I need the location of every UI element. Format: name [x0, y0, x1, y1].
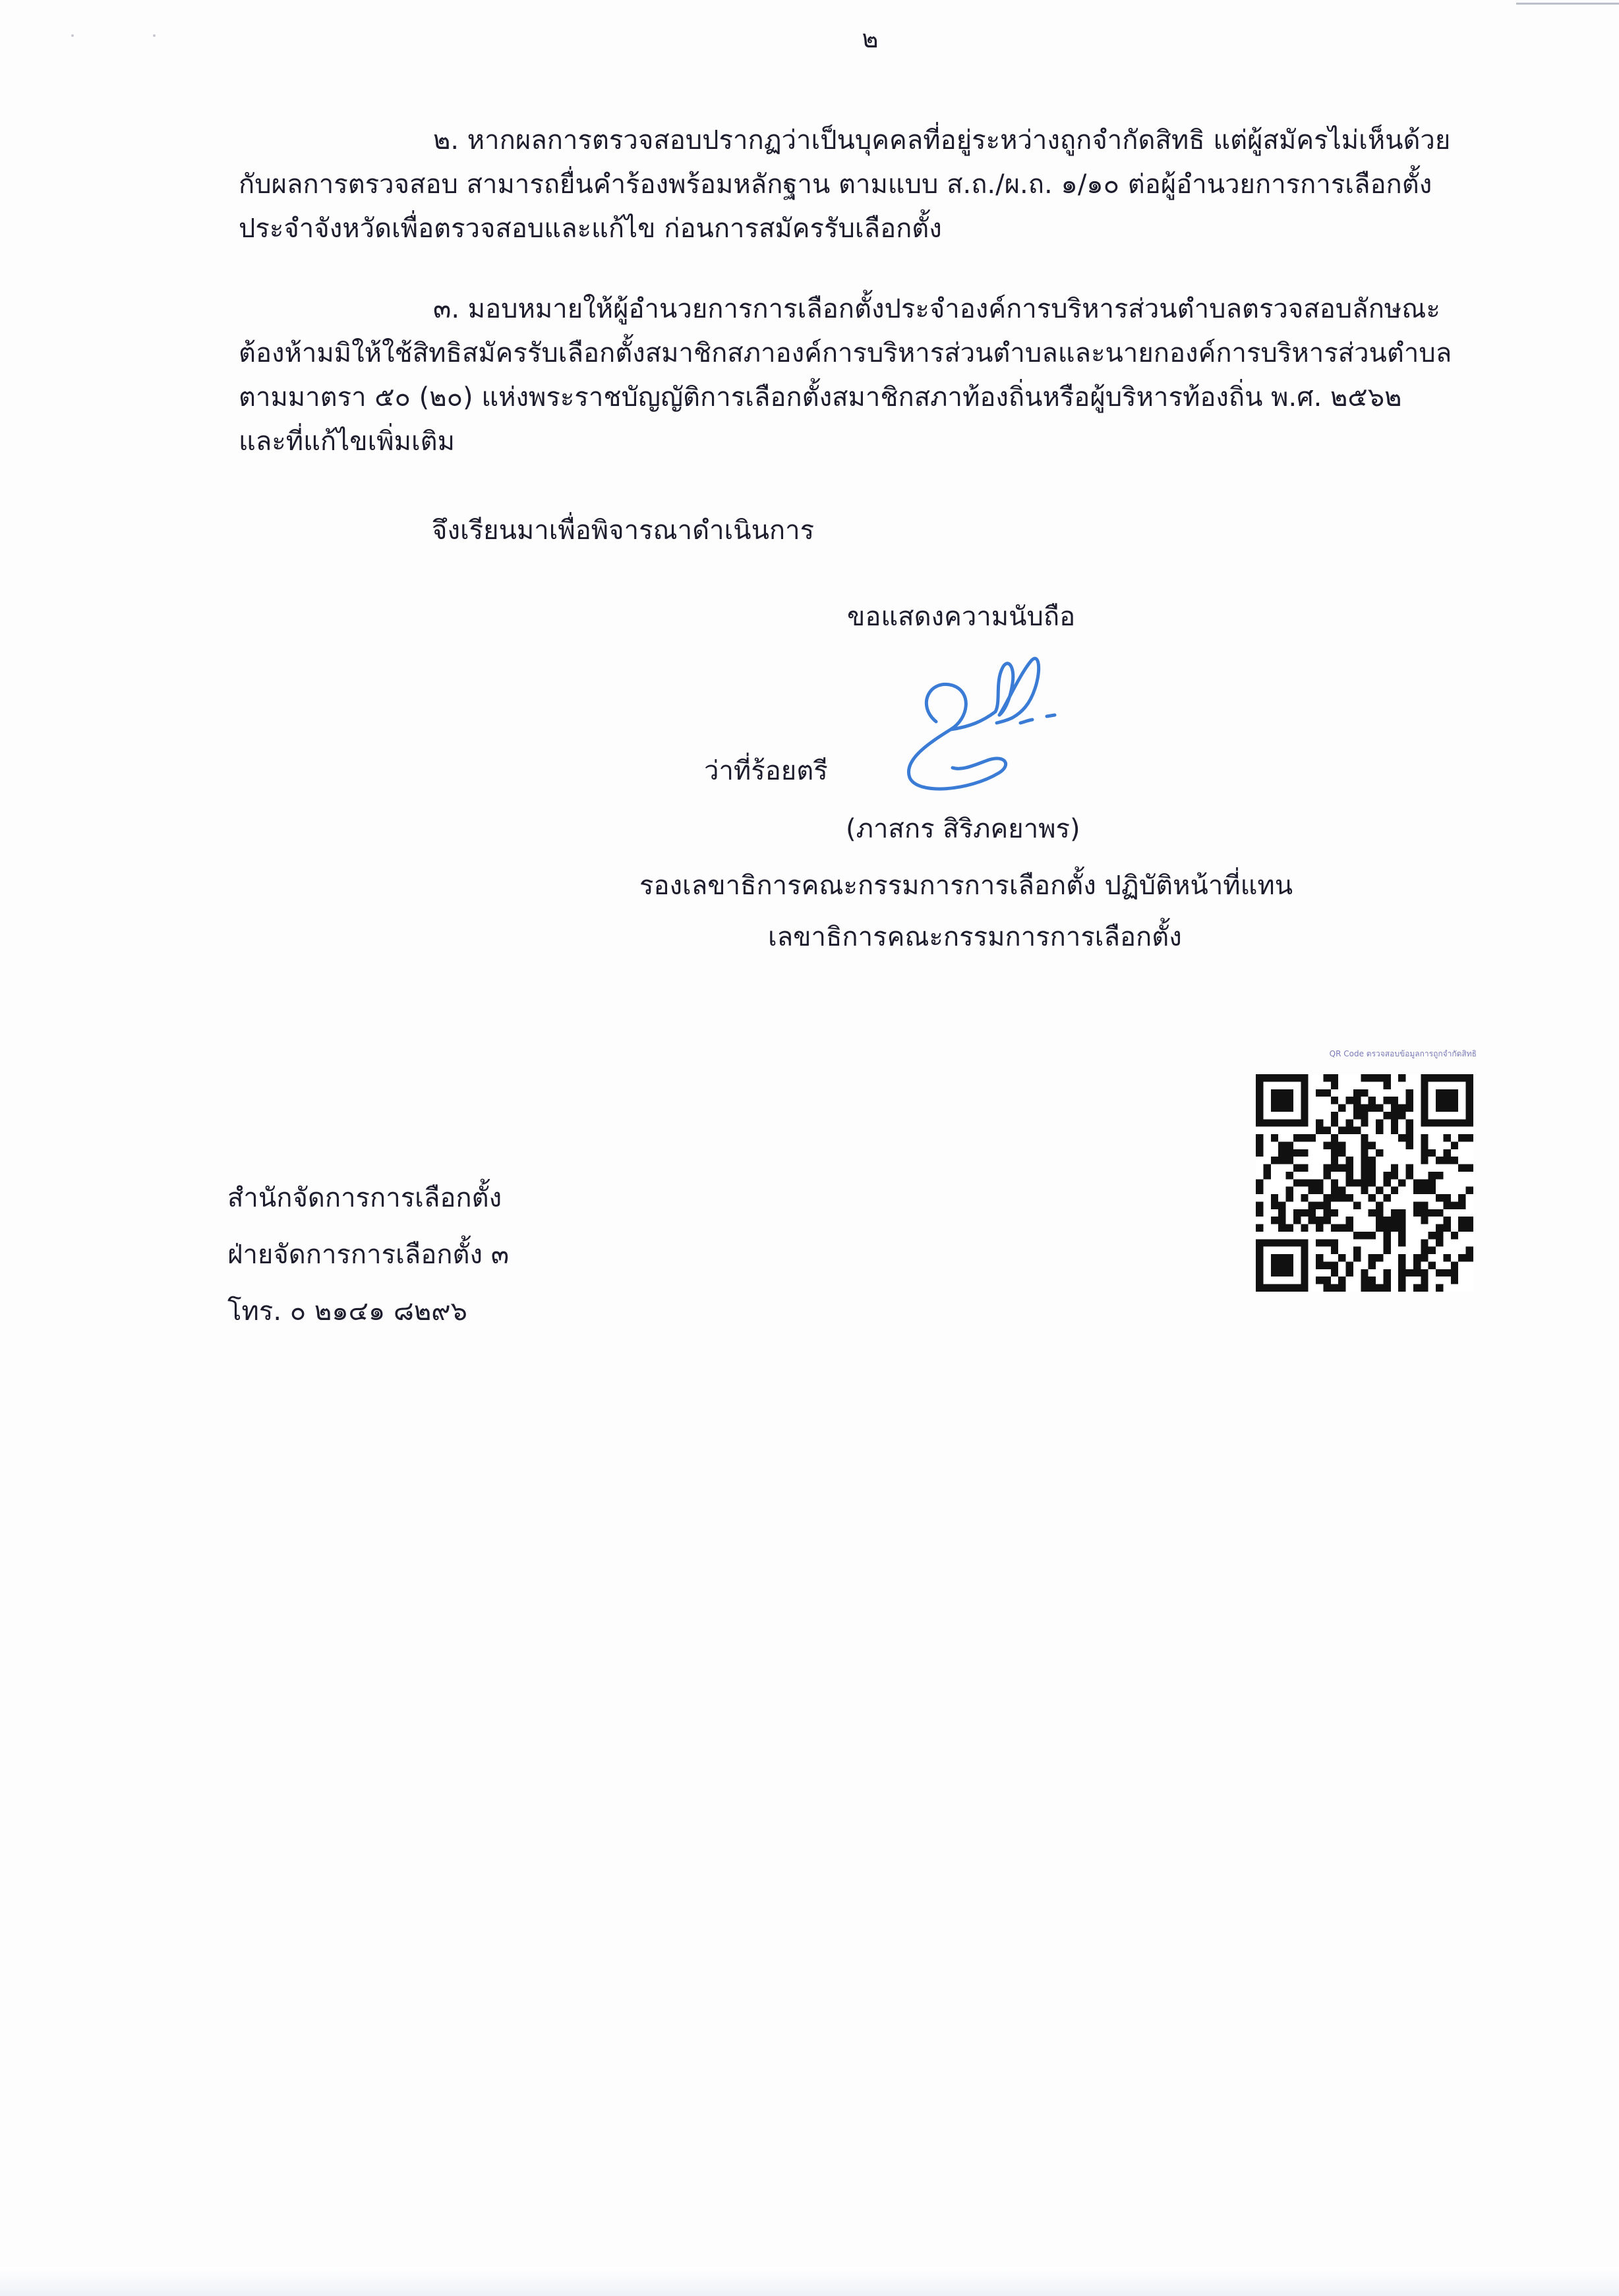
footer-division: ฝ่ายจัดการการเลือกตั้ง ๓ — [227, 1240, 510, 1270]
scan-bottom-edge — [0, 2267, 1619, 2296]
paragraph-line: ตามมาตรา ๕๐ (๒๐) แห่งพระราชบัญญัติการเลือกตั้งสมาชิกสภาท้องถิ่นหรือผู้บริหารท้องถิ่น พ.ศ. ๒๕๖๒ — [239, 382, 1402, 413]
signer-position-line-1: รองเลขาธิการคณะกรรมการการเลือกตั้ง ปฏิบัติหน้าที่แทน — [639, 871, 1293, 901]
paragraph-3 — [239, 287, 1485, 464]
handwritten-signature — [890, 649, 1074, 801]
closing-statement: จึงเรียนมาเพื่อพิจารณาดำเนินการ — [432, 515, 815, 546]
paragraph-line: และที่แก้ไขเพิ่มเติม — [239, 426, 456, 457]
footer-office: สำนักจัดการการเลือกตั้ง — [227, 1183, 502, 1213]
page-number: ๒ — [862, 24, 879, 53]
paragraph-line: ๒. หากผลการตรวจสอบปรากฏว่าเป็นบุคคลที่อยู่ระหว่างถูกจำกัดสิทธิ แต่ผู้สมัครไม่เห็นด้วย — [433, 125, 1451, 156]
scan-speck — [153, 34, 156, 37]
scan-edge-line — [1516, 3, 1619, 5]
paragraph-line: ๓. มอบหมายให้ผู้อำนวยการการเลือกตั้งประจำองค์การบริหารส่วนตำบลตรวจสอบลักษณะ — [433, 294, 1440, 324]
qr-caption: QR Code ตรวจสอบข้อมูลการถูกจำกัดสิทธิ — [1329, 1049, 1477, 1058]
paragraph-2 — [239, 119, 1485, 251]
scan-speck — [71, 34, 74, 37]
footer-contact — [227, 1170, 509, 1340]
salutation: ขอแสดงความนับถือ — [847, 602, 1076, 632]
paragraph-line: ต้องห้ามมิให้ใช้สิทธิสมัครรับเลือกตั้งสมาชิกสภาองค์การบริหารส่วนตำบลและนายกองค์การบริหารส่วนตำบล — [239, 338, 1452, 368]
signer-position-line-2: เลขาธิการคณะกรรมการการเลือกตั้ง — [768, 922, 1182, 952]
paragraph-line: กับผลการตรวจสอบ สามารถยื่นคำร้องพร้อมหลักฐาน ตามแบบ ส.ถ./ผ.ถ. ๑/๑๐ ต่อผู้อำนวยการการเลือกตั้ง — [239, 169, 1432, 200]
paragraph-line: ประจำจังหวัดเพื่อตรวจสอบและแก้ไข ก่อนการสมัครรับเลือกตั้ง — [239, 214, 942, 244]
signer-name: (ภาสกร สิริภคยาพร) — [846, 814, 1080, 844]
footer-phone: โทร. ๐ ๒๑๔๑ ๘๒๙๖ — [227, 1296, 467, 1327]
signer-rank: ว่าที่ร้อยตรี — [704, 756, 828, 786]
qr-code[interactable] — [1256, 1074, 1473, 1292]
